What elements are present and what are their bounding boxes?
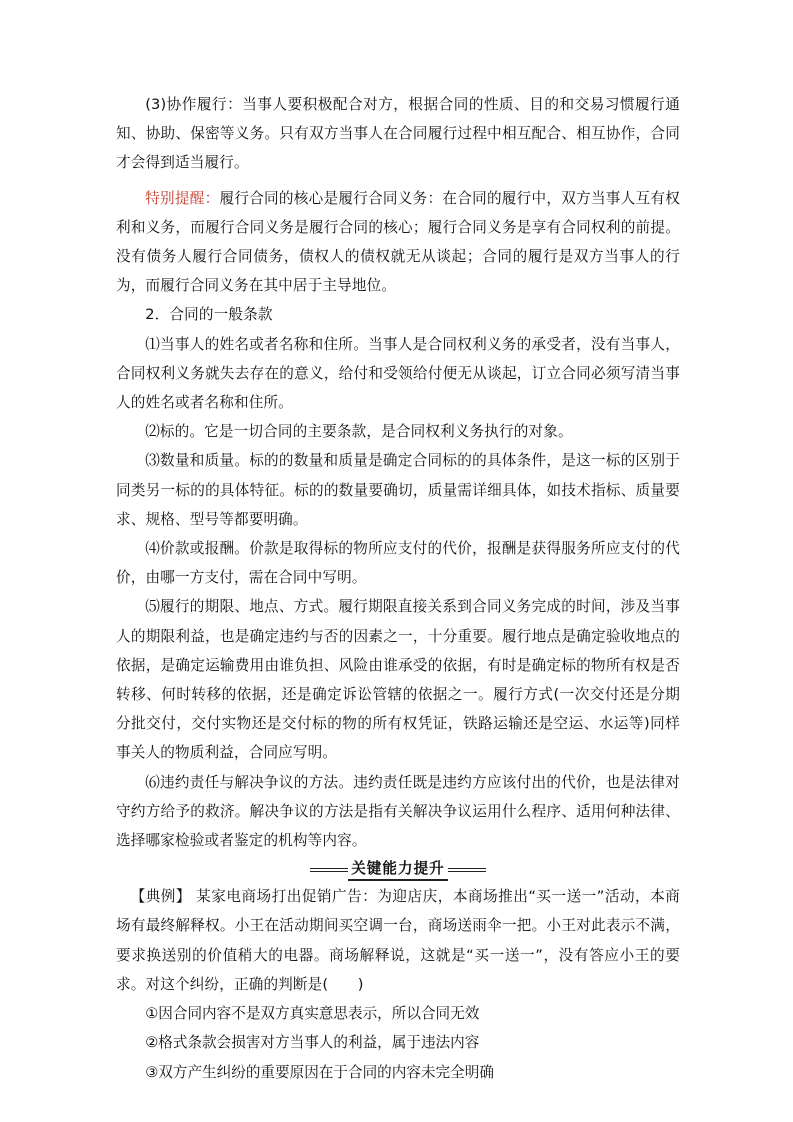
document-page xyxy=(116,90,680,1087)
title-rule-left xyxy=(310,868,348,872)
example-label: 【典例】 xyxy=(130,888,191,906)
example-question xyxy=(116,882,680,999)
example-body: 某家电商场打出促销广告：为迎店庆，本商场推出“买一送一”活动，本商场有最终解释权。小王在活动期间买空调一台，商场送雨伞一把。小王对此表示不满，要求换送别的价值稍大的电器。商场解释说，这就是“买一送一”，没有答应小王的要求。对这个纠纷，正确的判断是( ) xyxy=(116,888,680,993)
clause-6: ⑹违约责任与解决争议的方法。违约责任既是违约方应该付出的代价，也是法律对守约方给予的救济。解决争议的方法是指有关解决争议运用什么程序、适用何种法律、选择哪家检验或者鉴定的机构等内容。 xyxy=(116,773,680,850)
tip-label: 特别提醒： xyxy=(145,189,220,207)
clause-4: ⑷价款或报酬。价款是取得标的物所应支付的代价，报酬是获得服务所应支付的代价，由哪一方支付，需在合同中写明。 xyxy=(116,540,680,587)
paragraph-tip xyxy=(116,184,680,301)
title-rule-right xyxy=(448,868,486,872)
clause-2: ⑵标的。它是一切合同的主要条款，是合同权利义务执行的对象。 xyxy=(145,423,573,441)
option-3: ③双方产生纠纷的重要原因在于合同的内容未完全明确 xyxy=(145,1063,494,1081)
heading-general-clauses: 2．合同的一般条款 xyxy=(145,306,273,324)
clause-3: ⑶数量和质量。标的的数量和质量是确定合同标的的具体条件，是这一标的区别于同类另一标的的具体特征。标的的数量要确切，质量需详细具体，如技术指标、质量要求、规格、型号等都要明确。 xyxy=(116,452,680,528)
section-title-text: 关键能力提升 xyxy=(348,859,448,881)
option-2: ②格式条款会损害对方当事人的利益，属于违法内容 xyxy=(145,1034,480,1052)
paragraph-cooperation: (3)协作履行：当事人要积极配合对方，根据合同的性质、目的和交易习惯履行通知、协助、保密等义务。只有双方当事人在合同履行过程中相互配合、相互协作，合同才会得到适当履行。 xyxy=(116,96,680,172)
section-title xyxy=(116,858,680,882)
option-1: ①因合同内容不是双方真实意思表示，所以合同无效 xyxy=(145,1005,480,1023)
clause-5: ⑸履行的期限、地点、方式。履行期限直接关系到合同义务完成的时间，涉及当事人的期限利益，也是确定违约与否的因素之一，十分重要。履行地点是确定验收地点的依据，是确定运输费用由谁负担、风险由谁承受的依据，有时是确定标的物所有权是否转移、何时转移的依据，还是确定诉讼管辖的依据之一。履行方式(一次交付还是分期分批交付，交付实物还是交付标的物的所有权凭证，铁路运输还是空运、水运等)同样事关人的物质利益，合同应写明。 xyxy=(116,598,680,762)
clause-1: ⑴当事人的姓名或者名称和住所。当事人是合同权利义务的承受者，没有当事人，合同权利义务就失去存在的意义，给付和受领给付便无从谈起，订立合同必须写清当事人的姓名或者名称和住所。 xyxy=(116,335,680,412)
tip-body: 履行合同的核心是履行合同义务：在合同的履行中，双方当事人互有权利和义务，而履行合同义务是履行合同的核心；履行合同义务是享有合同权利的前提。没有债务人履行合同债务，债权人的债权就无从谈起；合同的履行是双方当事人的行为，而履行合同义务在其中居于主导地位。 xyxy=(116,189,680,295)
